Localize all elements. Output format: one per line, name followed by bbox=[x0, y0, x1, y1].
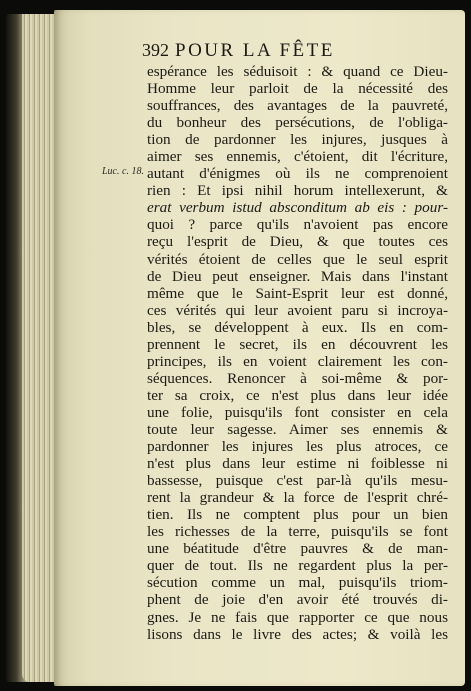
text-line: séquences. Renoncer à soi-même & por- bbox=[147, 369, 448, 387]
text-line: rent la grandeur & la force de l'esprit chré- bbox=[147, 489, 448, 507]
running-title: POUR LA FÊTE bbox=[175, 40, 335, 61]
text-line: gnes. Je ne fais que rapporter ce que nous bbox=[147, 608, 448, 626]
text-line: tion de pardonner les injures, jusques à bbox=[147, 131, 448, 149]
text-line: sécution comme un mal, puisqu'ils triom- bbox=[147, 574, 448, 592]
text-line: du bonheur des persécutions, de l'obliga- bbox=[147, 114, 448, 132]
text-line: ces vérités qui leur avoient paru si incroya- bbox=[147, 301, 448, 319]
text-line: autant d'énigmes où ils ne comprenoient bbox=[147, 165, 448, 183]
text-line: les richesses de la terre, puisqu'ils se font bbox=[147, 523, 448, 541]
text-line: quoi ? parce qu'ils n'avoient pas encore bbox=[147, 216, 448, 234]
text-line: espérance les séduisoit : & quand ce Dieu- bbox=[147, 63, 448, 80]
text-line: lisons dans le livre des actes; & voilà les bbox=[147, 625, 448, 643]
text-line: reçu l'esprit de Dieu, & que toutes ces bbox=[147, 233, 448, 251]
text-line: quer de tout. Ils ne regardent plus la per- bbox=[147, 557, 448, 575]
text-line-latin: erat verbum istud absconditum ab eis : pour- bbox=[147, 199, 448, 217]
text-line: toute leur sagesse. Aimer ses ennemis & bbox=[147, 420, 448, 438]
text-line: pardonner les injures les plus atroces, ce bbox=[147, 438, 448, 456]
text-line: une béatitude d'être pauvres & de man- bbox=[147, 540, 448, 558]
page-number: 392 bbox=[142, 40, 169, 60]
text-line: rien : Et ipsi nihil horum intellexerunt, & bbox=[147, 182, 448, 200]
running-header bbox=[142, 40, 442, 64]
text-line: vérités étoient de celles que le seul esprit bbox=[147, 250, 448, 268]
text-line: bles, se développent à eux. Ils en com- bbox=[147, 318, 448, 336]
text-line: une folie, puisqu'ils font consister en cela bbox=[147, 403, 448, 421]
text-line: phent de joie d'en avoir été trouvés di- bbox=[147, 591, 448, 609]
text-line: bassesse, puisque c'est par-là qu'ils mesu- bbox=[147, 472, 448, 490]
text-line: aimer ses ennemis, c'étoient, dit l'écriture, bbox=[147, 148, 448, 166]
text-line: principes, ils en voient clairement les con- bbox=[147, 352, 448, 370]
text-line: Homme leur parloit de la nécessité des bbox=[147, 80, 448, 98]
text-line: souffrances, des avantages de la pauvreté, bbox=[147, 97, 448, 115]
margin-reference: Luc. c. 18. bbox=[102, 166, 144, 177]
text-line: de Dieu peut enseigner. Mais dans l'instant bbox=[147, 267, 448, 285]
text-line: même que le Saint-Esprit leur est donné, bbox=[147, 284, 448, 302]
text-line: prennent le secret, ils en découvrent les bbox=[147, 335, 448, 353]
text-line: n'est plus dans leur estime ni foiblesse ni bbox=[147, 455, 448, 473]
text-line: ter sa croix, ce n'est plus dans leur idée bbox=[147, 386, 448, 404]
text-line: tien. Ils ne comptent plus pour un bien bbox=[147, 506, 448, 524]
body-text bbox=[147, 63, 448, 643]
